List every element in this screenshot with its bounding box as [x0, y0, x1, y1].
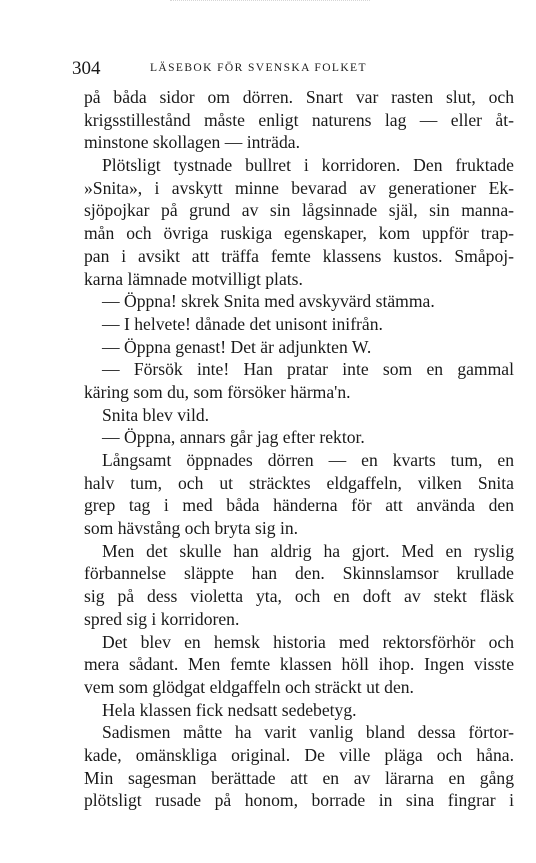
text-line: — Försök inte! Han pratar inte som en gammal	[102, 359, 514, 380]
text-line: — Öppna, annars går jag efter rektor.	[102, 427, 365, 448]
running-title: LÄSEBOK FÖR SVENSKA FOLKET	[150, 62, 367, 74]
text-line: halv tum, och ut sträcktes eldgaffeln, vilken Snita	[84, 472, 514, 493]
text-line: på båda sidor om dörren. Snart var rasten slut, och	[84, 87, 514, 107]
text-line: krigsstillestånd måste enligt naturens lag — eller åt-	[84, 109, 514, 130]
text-line: käring som du, som försöker härma'n.	[84, 381, 351, 402]
text-line: mera sådant. Men femte klassen höll ihop. Ingen visste	[84, 654, 514, 675]
text-line: karna lämnade motvilligt plats.	[84, 268, 303, 289]
text-line: sig på dess violetta yta, och en doft av stekt fläsk	[84, 586, 514, 607]
text-line: Det blev en hemsk historia med rektorsförhör och	[102, 631, 514, 652]
text-line: — Öppna genast! Det är adjunkten W.	[102, 336, 372, 357]
text-line: som hävstång och bryta sig in.	[84, 518, 299, 539]
text-line: förbannelse släppte han den. Skinnslamsor krullade	[84, 563, 514, 584]
text-line: grep tag i med båda händerna för att använda den	[84, 495, 514, 516]
text-line: mån och övriga ruskiga egenskaper, kom uppför trap-	[84, 223, 514, 244]
text-line: Men det skulle han aldrig ha gjort. Med en ryslig	[102, 540, 514, 561]
text-line: kade, omänskliga original. De ville pläga och håna.	[84, 744, 514, 765]
text-line: spred sig i korridoren.	[84, 608, 240, 629]
text-line: Långsamt öppnades dörren — en kvarts tum, en	[102, 450, 514, 470]
text-line: Hela klassen fick nedsatt sedebetyg.	[102, 699, 357, 720]
scan-artifact	[170, 0, 370, 5]
text-line: — Öppna! skrek Snita med avskyvärd stämma.	[102, 291, 435, 312]
text-line: Plötsligt tystnade bullret i korridoren. Den fruktade	[102, 155, 514, 176]
text-line: — I helvete! dånade det unisont inifrån.	[102, 313, 383, 334]
page-number: 304	[72, 58, 101, 79]
text-line: sjöpojkar på grund av sin lågsinnade själ, sin manna-	[84, 200, 514, 221]
text-line: »Snita», i avskytt minne bevarad av generationer Ek-	[84, 177, 514, 198]
page-header	[72, 58, 514, 82]
text-line: Sadismen måtte ha varit vanlig bland dessa förtor-	[102, 722, 514, 743]
text-line: Min sagesman berättade att en av lärarna en gång	[84, 767, 514, 788]
text-line: minstone skollagen — inträda.	[84, 132, 300, 153]
text-line: plötsligt rusade på honom, borrade in sina fingrar i	[84, 790, 514, 811]
text-line: pan i avsikt att träffa femte klassens kustos. Småpoj-	[84, 245, 514, 266]
text-line: vem som glödgat eldgaffeln och sträckt ut den.	[84, 676, 414, 697]
body-text	[84, 86, 514, 812]
text-line: Snita blev vild.	[102, 404, 210, 425]
